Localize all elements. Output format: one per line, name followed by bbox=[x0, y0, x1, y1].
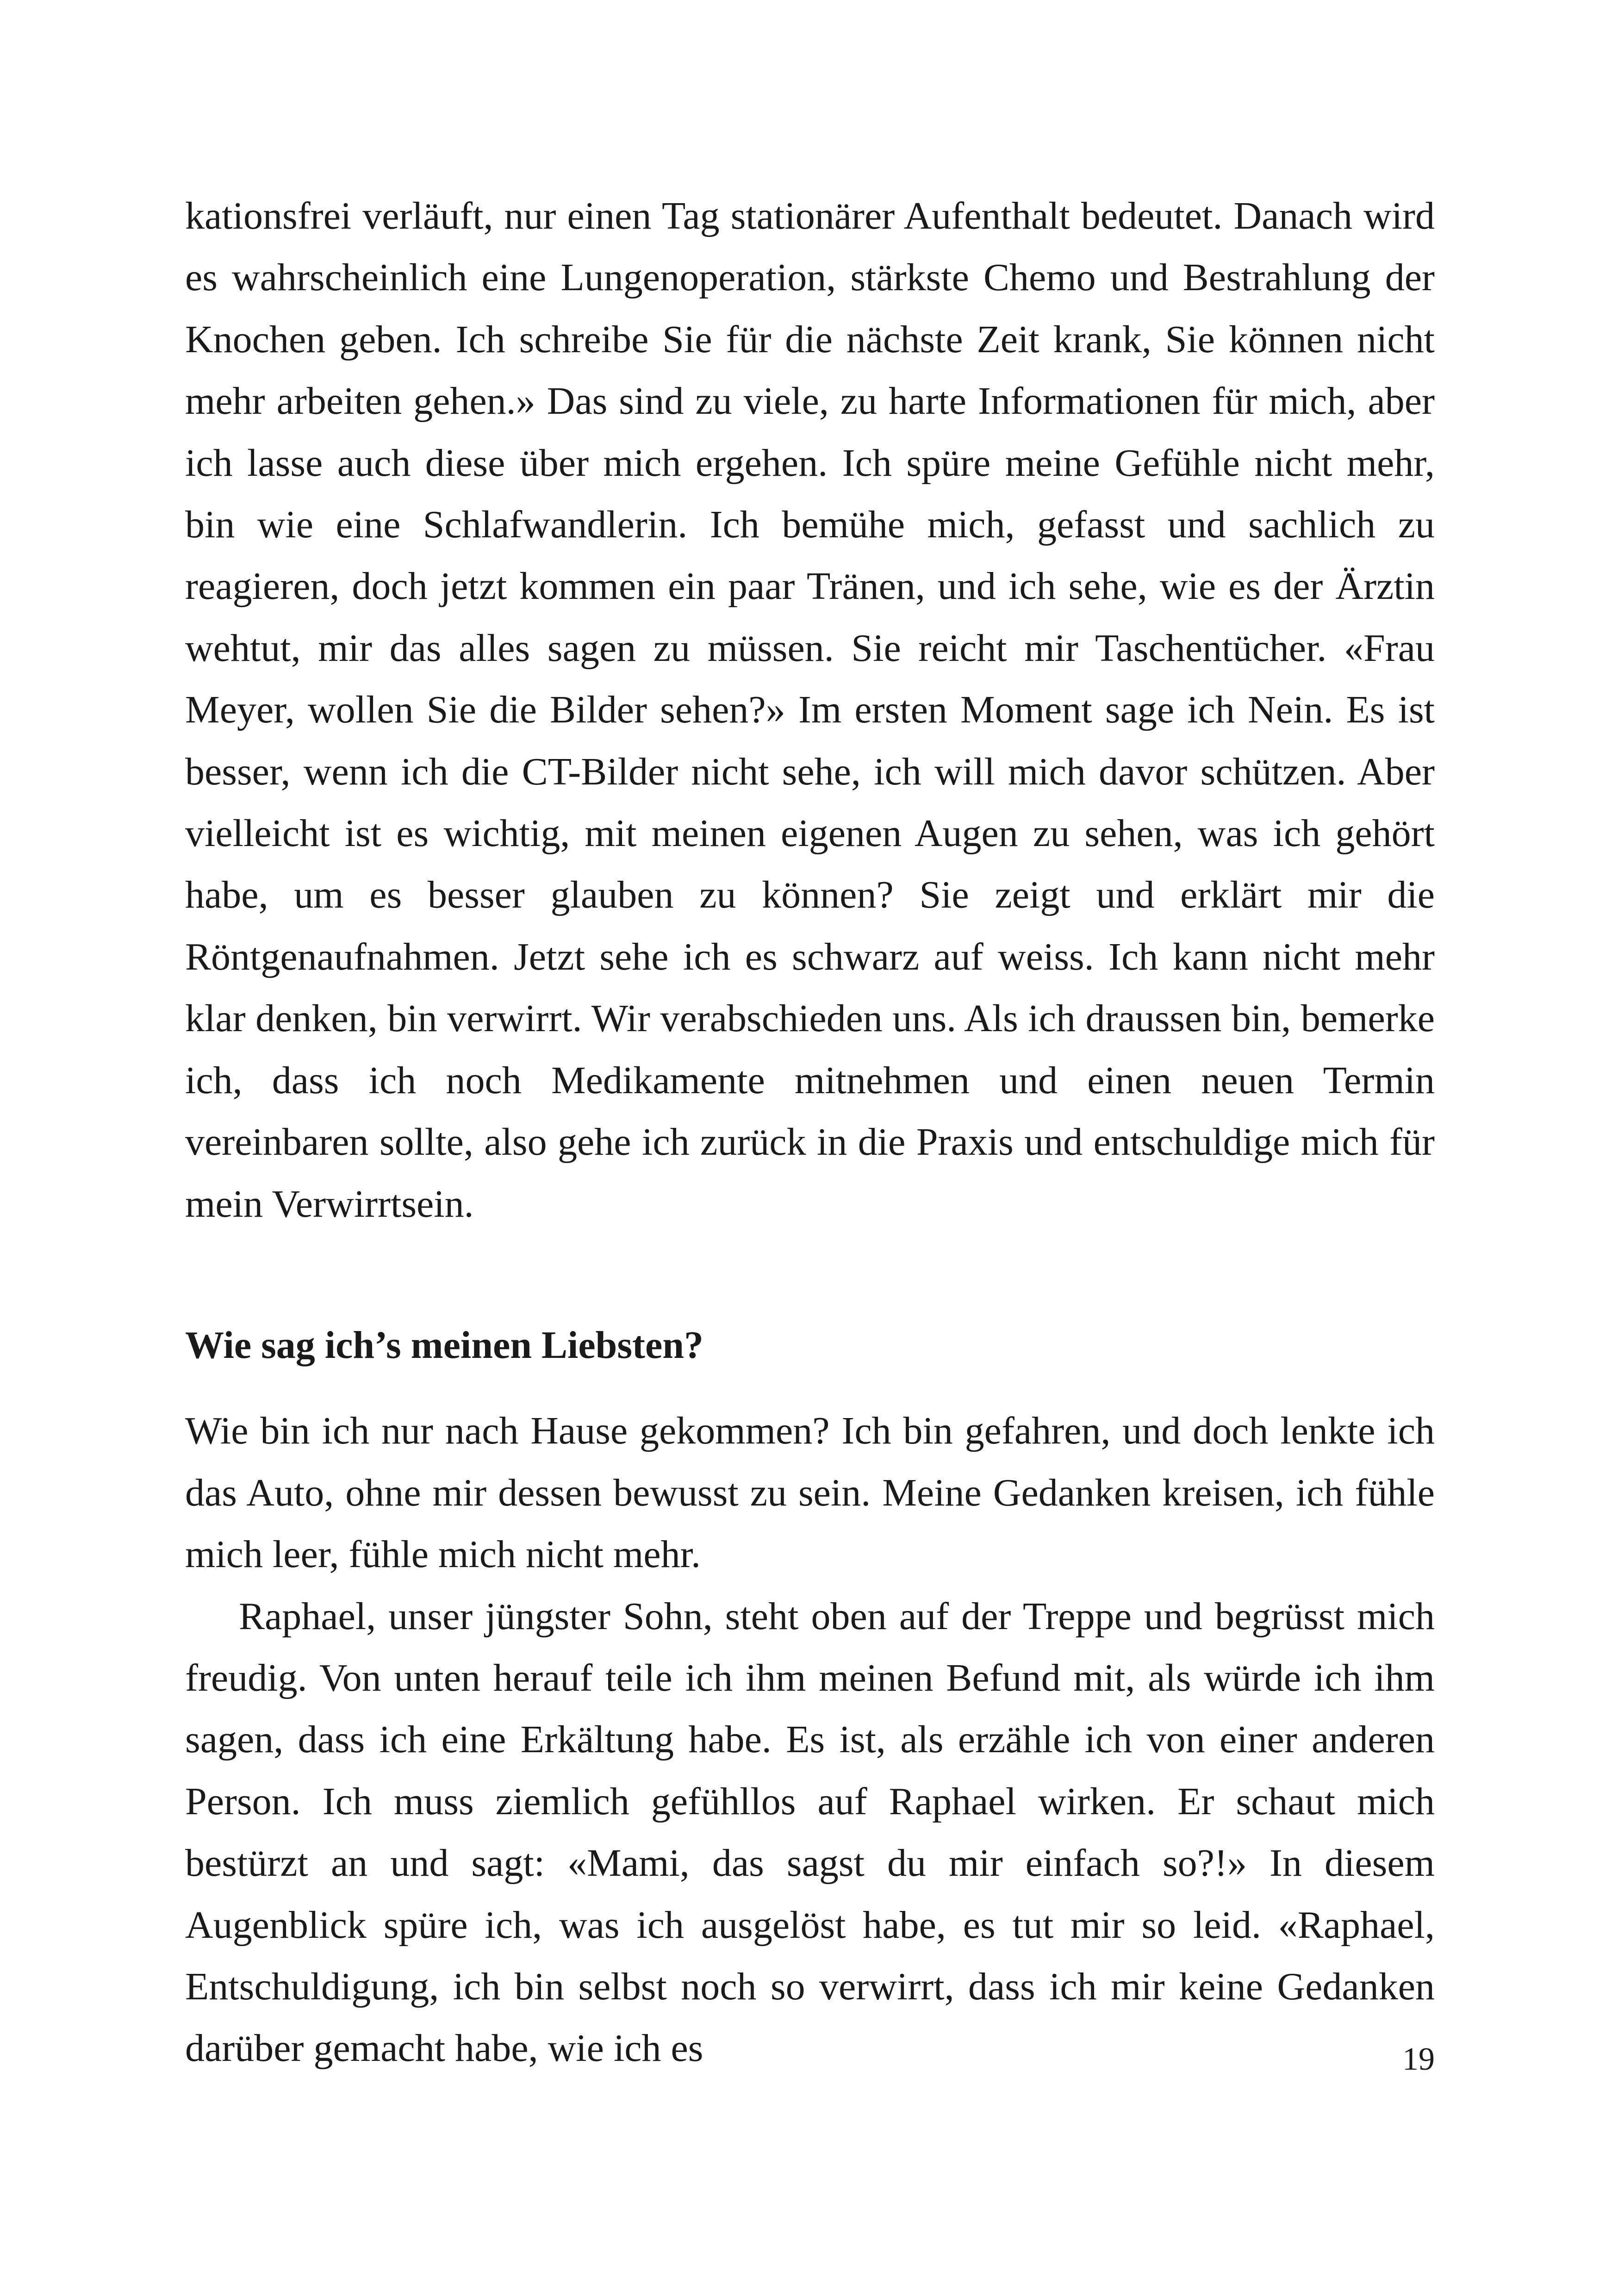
section-heading: Wie sag ich’s meinen Liebsten? bbox=[185, 1323, 704, 1367]
paragraph-3: Raphael, unser jüngster Sohn, steht oben auf der Treppe und begrüsst mich freudig. Von unten herauf teile ich ihm meinen Befund mit, als würde ich ihm sagen, dass ich eine Erkältung habe. Es ist, als erzähle ich von einer anderen Person. Ich muss ziemlich gefühllos auf Raphael wirken. Er schaut mich bestürzt an und sagt: «Mami, das sagst du mir einfach so?!» In diesem Augenblick spüre ich, was ich ausgelöst habe, es tut mir so leid. «Raphael, Entschuldigung, ich bin selbst noch so verwirrt, dass ich mir keine Gedanken darüber gemacht habe, wie ich es bbox=[185, 1594, 1435, 2070]
paragraph-2: Wie bin ich nur nach Hause gekommen? Ich bin gefahren, und doch lenkte ich das Auto, ohne mir dessen bewusst zu sein. Meine Gedanken kreisen, ich fühle mich leer, fühle mich nicht mehr. bbox=[185, 1409, 1435, 1576]
page-number: 19 bbox=[1402, 2041, 1435, 2077]
page-body bbox=[185, 185, 1435, 2079]
paragraph-1: kationsfrei verläuft, nur einen Tag stationärer Aufenthalt bedeutet. Danach wird es wahrscheinlich eine Lungenoperation, stärkste Chemo und Bestrahlung der Knochen geben. Ich schreibe Sie für die nächste Zeit krank, Sie können nicht mehr arbeiten gehen.» Das sind zu viele, zu harte Informationen für mich, aber ich lasse auch diese über mich ergehen. Ich spüre meine Gefühle nicht mehr, bin wie eine Schlafwandlerin. Ich bemühe mich, gefasst und sachlich zu reagieren, doch jetzt kommen ein paar Tränen, und ich sehe, wie es der Ärztin wehtut, mir das alles sagen zu müssen. Sie reicht mir Taschentücher. «Frau Meyer, wollen Sie die Bilder sehen?» Im ersten Moment sage ich Nein. Es ist besser, wenn ich die CT-Bilder nicht sehe, ich will mich davor schützen. Aber vielleicht ist es wichtig, mit meinen eigenen Augen zu sehen, was ich gehört habe, um es besser glauben zu können? Sie zeigt und erklärt mir die Röntgenaufnahmen. Jetzt sehe ich es schwarz auf weiss. Ich kann nicht mehr klar denken, bin verwirrt. Wir verabschieden uns. Als ich draussen bin, bemerke ich, dass ich noch Medikamente mitnehmen und einen neuen Termin vereinbaren sollte, also gehe ich zurück in die Praxis und entschuldige mich für mein Verwirrtsein. bbox=[185, 194, 1435, 1226]
